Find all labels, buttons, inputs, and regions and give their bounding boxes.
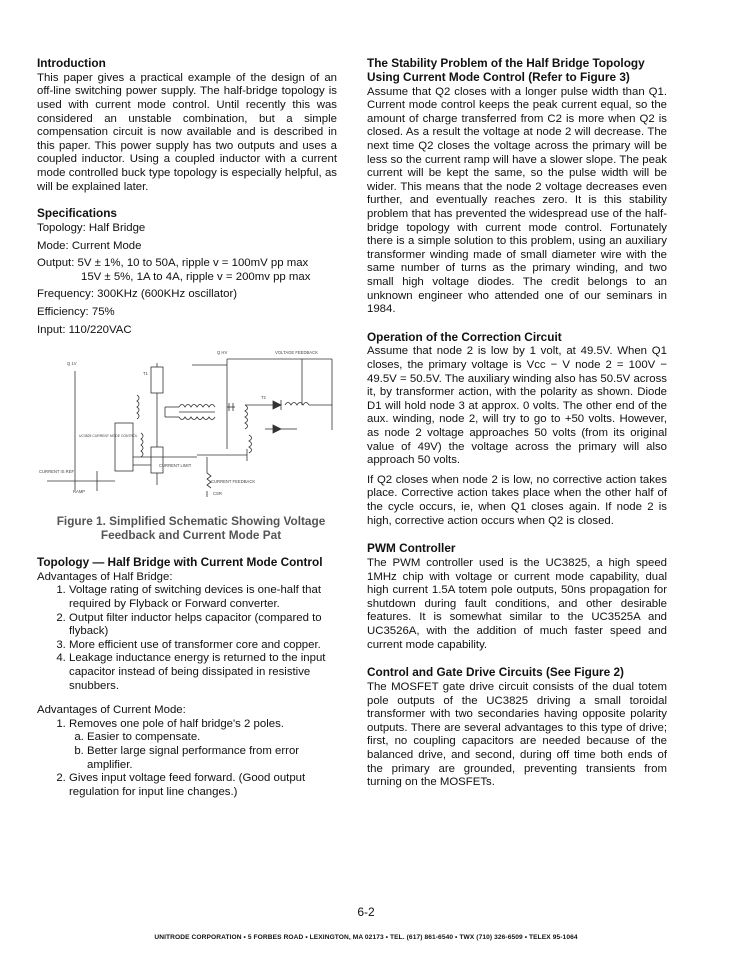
spec-mode: Mode: Current Mode [37, 239, 142, 252]
label-ramp: RAMP [73, 489, 86, 495]
list-item: 2. Gives input voltage feed forward. (Good output regulation for input line changes.) [69, 772, 337, 799]
gate-drive-paragraph: The MOSFET gate drive circuit consists of the dual totem pole outputs of the UC3825 driving a small toroidal transformer with two secondaries having opposite polarity outputs. There are several advantages to this type of drive; first, no coupling capacitors are needed because of the balanced drive, and second, during off time both ends of the primary are grounded, preventing transients from turning on the MOSFETs. [367, 680, 667, 789]
list-item: 3. More efficient use of transformer core and copper. [69, 639, 337, 653]
left-column [37, 57, 337, 799]
sub-list-item: a. Easier to compensate. [87, 731, 337, 745]
page-number: 6-2 [357, 905, 375, 919]
list-item: 1. Voltage rating of switching devices is one-half that required by Flyback or Forward converter. [69, 584, 337, 611]
current-mode-advantages-heading: Advantages of Current Mode: [37, 704, 186, 717]
page-footer: UNITRODE CORPORATION • 5 FORBES ROAD • LEXINGTON, MA 02173 • TEL. (617) 861-6540 • TWX (710) 326-6509 • TELEX 95-1064 [154, 934, 578, 941]
half-bridge-advantages-list [37, 584, 337, 693]
current-mode-advantages-list [37, 718, 337, 800]
correction-paragraph-1: Assume that node 2 is low by 1 volt, at 49.5V. When Q1 closes, the primary voltage is Vcc − V node 2 = 100V − 49.5V = 50.5V. The auxiliary winding also has 50.5V across it, by transformer action, with the polarity as shown. Diode D1 will hold node 3 at approx. 0 volts. The other end of the aux. winding, node 2, will try to go to +50 volts. However, as node 2 voltage approaches 50 volts (from its original value of 49V) the voltage across the primary will also approach 50 volts. [367, 345, 667, 467]
stability-paragraph: Assume that Q2 closes with a longer pulse width than Q1. Current mode control keeps the peak current equal, so the amount of charge transferred from C2 is more when Q2 is closed. As a result the voltage at node 2 will decrease. The next time Q2 closes the voltage across the primary will be less so the current ramp will have a slower slope. The peak current will be kept the same, so the pulse width will be wider. This means that the node 2 voltage decreases even further, and eventually reaches zero. It is this stability problem that has prevented the widespread use of the half-bridge topology with current mode control. Fortunately there is a simple solution to this problem, using an auxiliary transformer winding made of small diameter wire with the same number of turns as the primary winding, and two small high voltage diodes. The credit belongs to an unknown engineer who attended one of our seminars in 1984. [367, 85, 667, 316]
pwm-paragraph: The PWM controller used is the UC3825, a high speed 1MHz chip with voltage or current mode capability, dual high current 1.5A totem pole outputs, 50ns propagation for shutdown during fault conditions, and other desirable features. It is somewhat similar to the UC3525A and UC3526A, with the addition of much faster speed and current mode capability. [367, 557, 667, 651]
spec-efficiency: Efficiency: 75% [37, 305, 115, 318]
topology-heading: Topology — Half Bridge with Current Mode Control [37, 555, 323, 570]
schematic-figure [37, 345, 337, 510]
spec-input: Input: 110/220VAC [37, 323, 132, 336]
schematic-diagram [37, 345, 337, 510]
label-current-limit: CURRENT LIMIT [159, 463, 192, 469]
label-current-ref: CURRENT IS REF [39, 469, 75, 475]
gate-drive-heading: Control and Gate Drive Circuits (See Figure 2) [367, 665, 624, 680]
label-t1: T1 [143, 371, 148, 377]
spec-output-2: 15V ± 5%, 1A to 4A, ripple v = 200mv pp max [81, 270, 311, 283]
list-item [69, 718, 337, 772]
label-current-feedback: CURRENT FEEDBACK [211, 479, 256, 485]
spec-topology: Topology: Half Bridge [37, 221, 146, 234]
sub-list-item: b. Better large signal performance from error amplifier. [87, 745, 337, 772]
label-csr: CSR [213, 491, 222, 497]
intro-heading: Introduction [37, 56, 106, 70]
figure-caption: Figure 1. Simplified Schematic Showing Voltage Feedback and Current Mode Pat [56, 514, 326, 543]
spec-heading: Specifications [37, 206, 117, 221]
label-controller: UC3825 CURRENT MODE CONTROL [79, 434, 138, 439]
sub-list [69, 731, 337, 772]
label-t2: T2 [261, 395, 266, 401]
right-column [367, 57, 667, 800]
spec-output-1: Output: 5V ± 1%, 10 to 50A, ripple v = 100mV pp max [37, 257, 309, 270]
half-bridge-advantages-heading: Advantages of Half Bridge: [37, 570, 173, 583]
label-vcc: Q 1V [67, 361, 77, 367]
list-item: 2. Output filter inductor helps capacitor (compared to flyback) [69, 612, 337, 639]
label-hv: Q HV [217, 350, 228, 356]
intro-paragraph: This paper gives a practical example of the design of an off-line switching power supply. The half-bridge topology is used with current mode control. Until recently this was considered an unstable combination, but a simple compensation circuit is now available and is described in this paper. This power supply has two outputs and uses a coupled inductor. Using a coupled inductor with a current mode controlled buck type topology is especially helpful, as will be explained later. [37, 71, 337, 193]
label-voltage-feedback: VOLTAGE FEEDBACK [275, 350, 318, 356]
list-item: 4. Leakage inductance energy is returned to the input capacitor instead of being dissipated in resistive snubbers. [69, 652, 337, 693]
correction-heading: Operation of the Correction Circuit [367, 329, 562, 344]
stability-heading: The Stability Problem of the Half Bridge Topology Using Current Mode Control (Refer to Figure 3) [367, 56, 645, 84]
spec-frequency: Frequency: 300KHz (600KHz oscillator) [37, 288, 238, 301]
correction-paragraph-2: If Q2 closes when node 2 is low, no corrective action takes place. Corrective action takes place when the other half of the cycle occurs, ie, when Q1 closes again. If node 2 is high, corrective action occurs when Q2 is closed. [367, 473, 667, 527]
list-item-text: Removes one pole of half bridge's 2 poles. [69, 717, 284, 730]
pwm-heading: PWM Controller [367, 541, 456, 556]
